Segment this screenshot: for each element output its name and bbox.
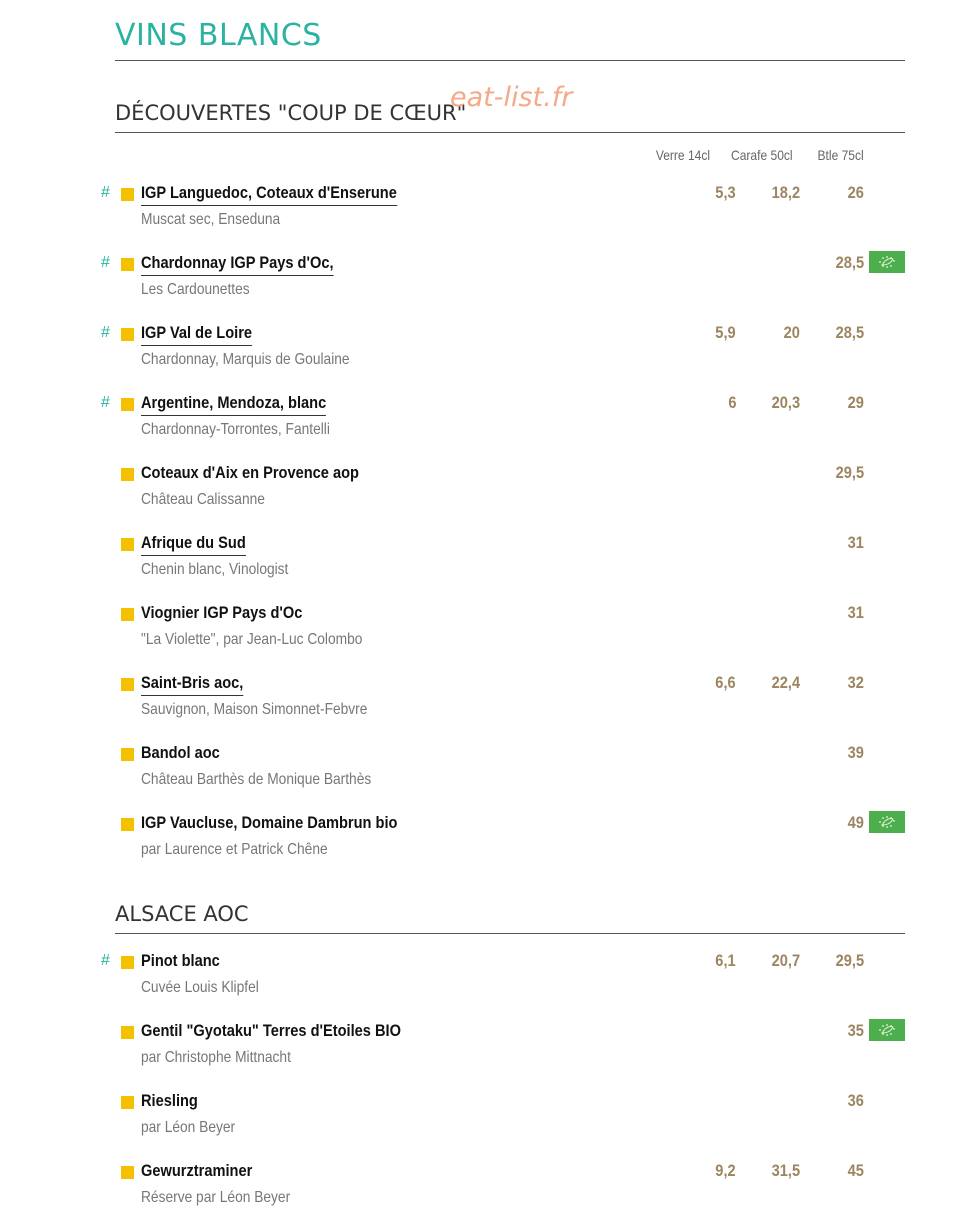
price-bouteille: 45	[847, 1161, 864, 1180]
wine-subtitle: Château Barthès de Monique Barthès	[141, 771, 372, 788]
wine-subtitle: Muscat sec, Enseduna	[141, 211, 281, 228]
square-bullet-icon	[121, 258, 134, 271]
square-bullet-icon	[121, 608, 134, 621]
square-bullet-icon	[121, 678, 134, 691]
section-divider-decouvertes	[115, 132, 905, 133]
column-header-verre: Verre 14cl	[655, 147, 710, 163]
wine-subtitle: Château Calissanne	[141, 491, 265, 508]
section-title-alsace: ALSACE AOC	[115, 902, 249, 926]
price-bouteille: 31	[847, 603, 864, 622]
wine-name: Argentine, Mendoza, blanc	[141, 393, 326, 416]
wine-name: Afrique du Sud	[141, 533, 246, 556]
wine-name: Gentil "Gyotaku" Terres d'Etoiles BIO	[141, 1021, 401, 1040]
price-carafe: 20,3	[771, 393, 800, 412]
wine-name: Riesling	[141, 1091, 198, 1110]
hashtag-icon: #	[101, 394, 110, 411]
price-verre: 9,2	[715, 1161, 736, 1180]
price-bouteille: 39	[847, 743, 864, 762]
price-verre: 6	[727, 393, 736, 412]
wine-entry	[0, 323, 973, 383]
price-verre: 5,3	[715, 183, 736, 202]
price-bouteille: 35	[847, 1021, 864, 1040]
price-bouteille: 36	[847, 1091, 864, 1110]
square-bullet-icon	[121, 538, 134, 551]
price-carafe: 22,4	[771, 673, 800, 692]
price-verre: 6,1	[715, 951, 736, 970]
wine-entry	[0, 813, 973, 873]
wine-subtitle: par Léon Beyer	[141, 1119, 236, 1136]
watermark: eat-list.fr	[450, 82, 573, 113]
price-bouteille: 28,5	[835, 323, 864, 342]
hashtag-icon: #	[101, 184, 110, 201]
wine-subtitle: par Laurence et Patrick Chêne	[141, 841, 328, 858]
price-bouteille: 29,5	[835, 463, 864, 482]
wine-subtitle: Sauvignon, Maison Simonnet-Febvre	[141, 701, 368, 718]
square-bullet-icon	[121, 398, 134, 411]
column-header-carafe: Carafe 50cl	[731, 147, 793, 163]
title-divider	[115, 60, 905, 61]
wine-subtitle: Chenin blanc, Vinologist	[141, 561, 289, 578]
wine-name: IGP Val de Loire	[141, 323, 252, 346]
wine-name: IGP Vaucluse, Domaine Dambrun bio	[141, 813, 398, 832]
wine-subtitle: Réserve par Léon Beyer	[141, 1189, 291, 1206]
page-title: VINS BLANCS	[115, 18, 322, 53]
wine-subtitle: "La Violette", par Jean-Luc Colombo	[141, 631, 363, 648]
wine-subtitle: Chardonnay, Marquis de Goulaine	[141, 351, 350, 368]
price-bouteille: 32	[847, 673, 864, 692]
price-verre: 6,6	[715, 673, 736, 692]
wine-subtitle: par Christophe Mittnacht	[141, 1049, 291, 1066]
price-bouteille: 28,5	[835, 253, 864, 272]
square-bullet-icon	[121, 1166, 134, 1179]
wine-entry	[0, 183, 973, 243]
wine-entry	[0, 673, 973, 733]
square-bullet-icon	[121, 1096, 134, 1109]
wine-name: Pinot blanc	[141, 951, 220, 970]
eu-organic-leaf-icon	[869, 811, 905, 833]
square-bullet-icon	[121, 748, 134, 761]
price-verre: 5,9	[715, 323, 736, 342]
price-carafe: 31,5	[771, 1161, 800, 1180]
wine-name: IGP Languedoc, Coteaux d'Enserune	[141, 183, 397, 206]
wine-entry	[0, 951, 973, 1011]
wine-subtitle: Chardonnay-Torrontes, Fantelli	[141, 421, 330, 438]
section-title-decouvertes: DÉCOUVERTES "COUP DE CŒUR"	[115, 101, 467, 125]
square-bullet-icon	[121, 956, 134, 969]
wine-entry	[0, 533, 973, 593]
wine-name: Bandol aoc	[141, 743, 220, 762]
section-divider-alsace	[115, 933, 905, 934]
price-bouteille: 31	[847, 533, 864, 552]
hashtag-icon: #	[101, 254, 110, 271]
price-bouteille: 29	[847, 393, 864, 412]
wine-entry	[0, 393, 973, 453]
square-bullet-icon	[121, 1026, 134, 1039]
price-bouteille: 26	[847, 183, 864, 202]
wine-entry	[0, 1021, 973, 1081]
price-carafe: 18,2	[771, 183, 800, 202]
wine-entry	[0, 603, 973, 663]
column-header-btle: Btle 75cl	[817, 147, 864, 163]
price-carafe: 20,7	[771, 951, 800, 970]
wine-entry	[0, 1091, 973, 1151]
square-bullet-icon	[121, 328, 134, 341]
hashtag-icon: #	[101, 952, 110, 969]
wine-name: Coteaux d'Aix en Provence aop	[141, 463, 359, 482]
wine-entry	[0, 463, 973, 523]
eu-organic-leaf-icon	[869, 1019, 905, 1041]
wine-name: Saint-Bris aoc,	[141, 673, 243, 696]
wine-entry	[0, 1161, 973, 1221]
square-bullet-icon	[121, 818, 134, 831]
square-bullet-icon	[121, 188, 134, 201]
wine-entry	[0, 743, 973, 803]
wine-subtitle: Cuvée Louis Klipfel	[141, 979, 259, 996]
wine-name: Gewurztraminer	[141, 1161, 253, 1180]
wine-name: Viognier IGP Pays d'Oc	[141, 603, 303, 622]
price-carafe: 20	[783, 323, 800, 342]
price-bouteille: 49	[847, 813, 864, 832]
eu-organic-leaf-icon	[869, 251, 905, 273]
wine-entry	[0, 253, 973, 313]
wine-subtitle: Les Cardounettes	[141, 281, 250, 298]
hashtag-icon: #	[101, 324, 110, 341]
price-bouteille: 29,5	[835, 951, 864, 970]
square-bullet-icon	[121, 468, 134, 481]
wine-name: Chardonnay IGP Pays d'Oc,	[141, 253, 334, 276]
